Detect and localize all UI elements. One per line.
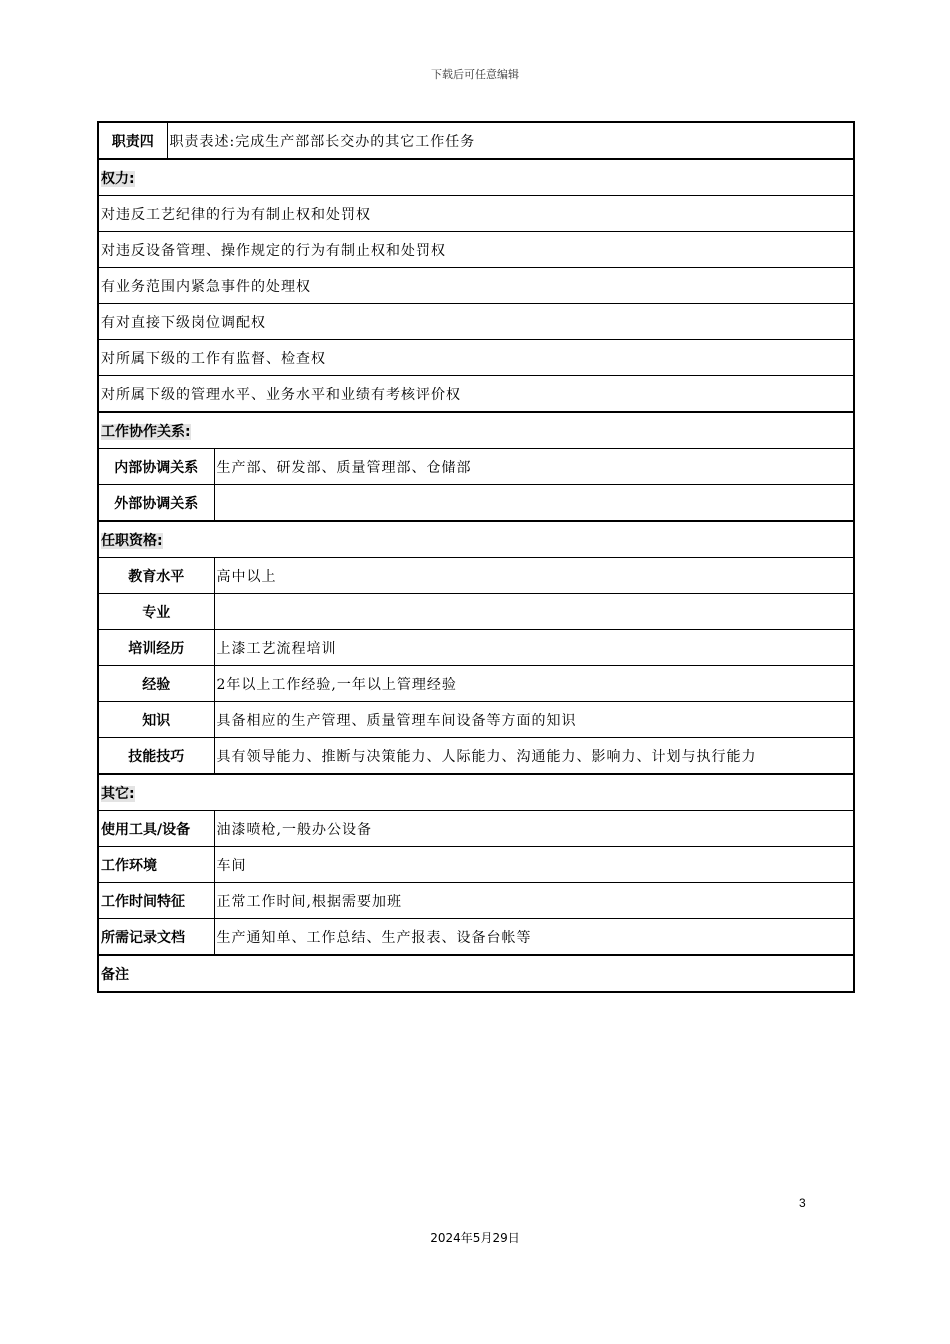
authority-title: 权力: — [101, 170, 135, 187]
header-note: 下载后可任意编辑 — [431, 68, 519, 81]
qualification-row — [98, 738, 854, 775]
experience-value: 2年以上工作经验,一年以上管理经验 — [214, 666, 854, 702]
other-title: 其它: — [101, 785, 135, 802]
skills-label: 技能技巧 — [98, 738, 214, 775]
other-row — [98, 919, 854, 956]
major-label: 专业 — [98, 594, 214, 630]
knowledge-label: 知识 — [98, 702, 214, 738]
knowledge-value: 具备相应的生产管理、质量管理车间设备等方面的知识 — [214, 702, 854, 738]
qualification-row — [98, 558, 854, 594]
authority-item: 对所属下级的管理水平、业务水平和业绩有考核评价权 — [98, 376, 854, 413]
external-coordination-value — [214, 485, 854, 522]
environment-label: 工作环境 — [98, 847, 214, 883]
other-row — [98, 847, 854, 883]
remarks-label: 备注 — [98, 955, 854, 992]
experience-label: 经验 — [98, 666, 214, 702]
cooperation-row — [98, 485, 854, 522]
other-row — [98, 811, 854, 847]
education-label: 教育水平 — [98, 558, 214, 594]
remarks-row — [98, 955, 854, 992]
other-row — [98, 883, 854, 919]
job-description-table — [97, 121, 855, 993]
duty4-label: 职责四 — [98, 122, 167, 159]
qualification-title: 任职资格: — [101, 532, 163, 549]
education-value: 高中以上 — [214, 558, 854, 594]
training-value: 上漆工艺流程培训 — [214, 630, 854, 666]
documents-label: 所需记录文档 — [98, 919, 214, 956]
authority-item: 对所属下级的工作有监督、检查权 — [98, 340, 854, 376]
qualification-section — [98, 521, 854, 558]
cooperation-row — [98, 449, 854, 485]
authority-item: 对违反工艺纪律的行为有制止权和处罚权 — [98, 196, 854, 232]
authority-item: 对违反设备管理、操作规定的行为有制止权和处罚权 — [98, 232, 854, 268]
duty4-row — [98, 122, 854, 159]
cooperation-title: 工作协作关系: — [101, 423, 191, 440]
environment-value: 车间 — [214, 847, 854, 883]
documents-value: 生产通知单、工作总结、生产报表、设备台帐等 — [214, 919, 854, 956]
other-section — [98, 774, 854, 811]
work-time-value: 正常工作时间,根据需要加班 — [214, 883, 854, 919]
authority-section — [98, 159, 854, 196]
cooperation-section — [98, 412, 854, 449]
internal-coordination-label: 内部协调关系 — [98, 449, 214, 485]
training-label: 培训经历 — [98, 630, 214, 666]
footer-date: 2024年5月29日 — [430, 1231, 520, 1245]
authority-item: 有业务范围内紧急事件的处理权 — [98, 268, 854, 304]
qualification-row — [98, 630, 854, 666]
page-number: 3 — [799, 1196, 806, 1210]
duty4-desc: 职责表述:完成生产部部长交办的其它工作任务 — [167, 122, 854, 159]
tools-label: 使用工具/设备 — [98, 811, 214, 847]
major-value — [214, 594, 854, 630]
qualification-row — [98, 666, 854, 702]
external-coordination-label: 外部协调关系 — [98, 485, 214, 522]
qualification-row — [98, 702, 854, 738]
authority-item: 有对直接下级岗位调配权 — [98, 304, 854, 340]
skills-value: 具有领导能力、推断与决策能力、人际能力、沟通能力、影响力、计划与执行能力 — [214, 738, 854, 775]
work-time-label: 工作时间特征 — [98, 883, 214, 919]
internal-coordination-value: 生产部、研发部、质量管理部、仓储部 — [214, 449, 854, 485]
qualification-row — [98, 594, 854, 630]
tools-value: 油漆喷枪,一般办公设备 — [214, 811, 854, 847]
